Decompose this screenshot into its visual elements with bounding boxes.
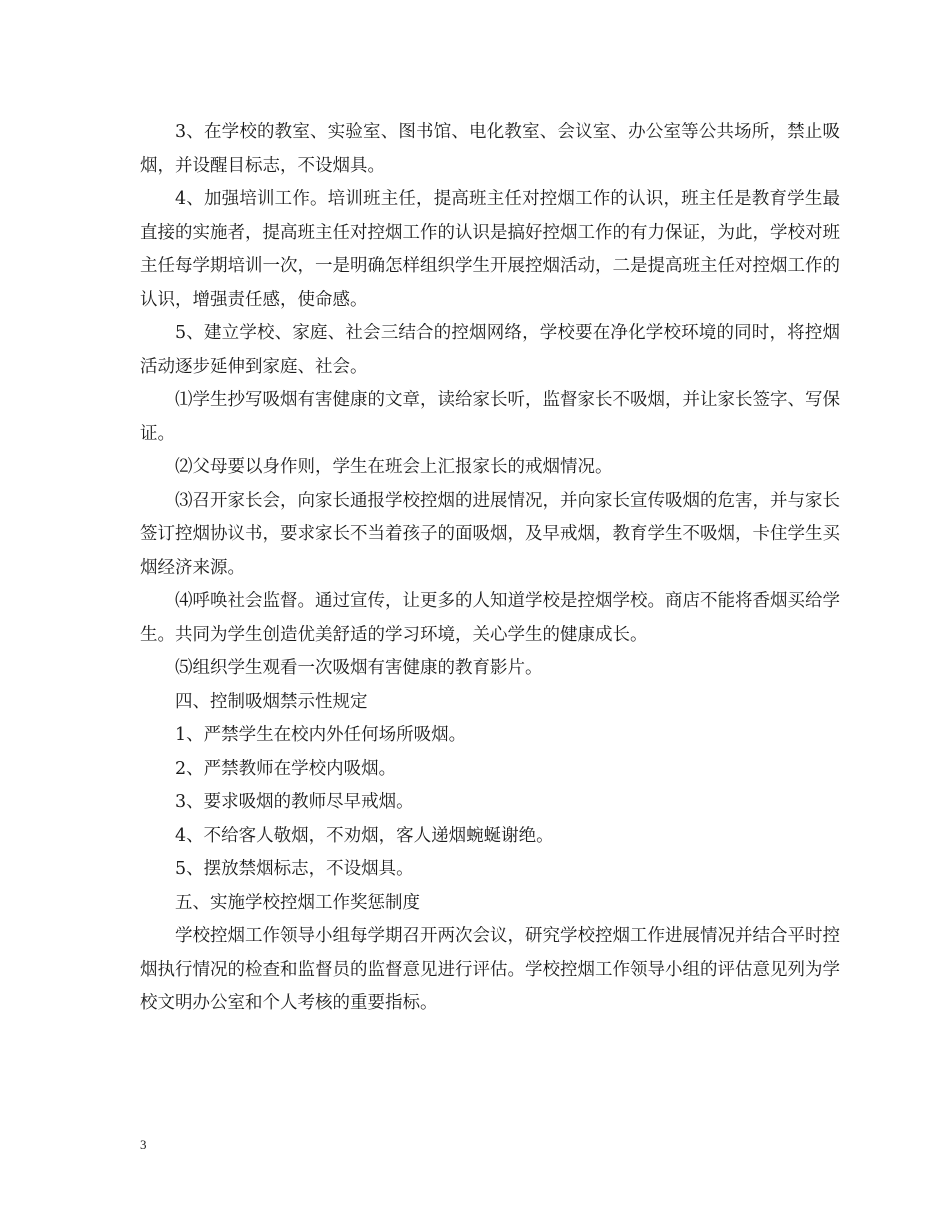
- paragraph-sub-3: ⑶召开家长会，向家长通报学校控烟的进展情况，并向家长宣传吸烟的危害，并与家长签订控烟协议书，要求家长不当着孩子的面吸烟，及早戒烟，教育学生不吸烟，卡住学生买烟经济来源。: [140, 490, 840, 578]
- page-number: 3: [140, 1137, 147, 1152]
- rule-item-4: 4、不给客人敬烟，不劝烟，客人递烟蜿蜒谢绝。: [175, 825, 554, 846]
- rule-item-5: 5、摆放禁烟标志，不设烟具。: [175, 859, 414, 879]
- paragraph-sub-2: ⑵父母要以身作则，学生在班会上汇报家长的戒烟情况。: [175, 457, 613, 477]
- paragraph-item-5-network: 5、建立学校、家庭、社会三结合的控烟网络，学校要在净化学校环境的同时，将控烟活动逐步延伸到家庭、社会。: [140, 323, 840, 377]
- paragraph-item-4-training: 4、加强培训工作。培训班主任，提高班主任对控烟工作的认识，班主任是教育学生最直接的实施者，提高班主任对控烟工作的认识是搞好控烟工作的有力保证，为此，学校对班主任每学期培训一次，一是明确怎样组织学生开展控烟活动，二是提高班主任对控烟工作的认识，增强责任感，使命感。: [140, 189, 840, 310]
- paragraph-sub-1: ⑴学生抄写吸烟有害健康的文章，读给家长听，监督家长不吸烟，并让家长签字、写保证。: [140, 390, 840, 444]
- section-heading-4: 四、控制吸烟禁示性规定: [175, 691, 368, 712]
- rule-item-1: 1、严禁学生在校内外任何场所吸烟。: [175, 725, 467, 745]
- paragraph-sub-4: ⑷呼唤社会监督。通过宣传，让更多的人知道学校是控烟学校。商店不能将香烟买给学生。共同为学生创造优美舒适的学习环境，关心学生的健康成长。: [140, 591, 840, 645]
- rule-item-3: 3、要求吸烟的教师尽早戒烟。: [175, 792, 414, 812]
- rule-item-2: 2、严禁教师在学校内吸烟。: [175, 758, 397, 779]
- document-body: [140, 116, 840, 1021]
- paragraph-evaluation: 学校控烟工作领导小组每学期召开两次会议，研究学校控烟工作进展情况并结合平时控烟执行情况的检查和监督员的监督意见进行评估。学校控烟工作领导小组的评估意见列为学校文明办公室和个人考核的重要指标。: [140, 926, 840, 1013]
- paragraph-sub-5: ⑸组织学生观看一次吸烟有害健康的教育影片。: [175, 658, 543, 678]
- section-heading-5: 五、实施学校控烟工作奖惩制度: [175, 892, 420, 913]
- paragraph-item-3-public-places: 3、在学校的教室、实验室、图书馆、电化教室、会议室、办公室等公共场所，禁止吸烟，并设醒目标志，不设烟具。: [140, 122, 840, 176]
